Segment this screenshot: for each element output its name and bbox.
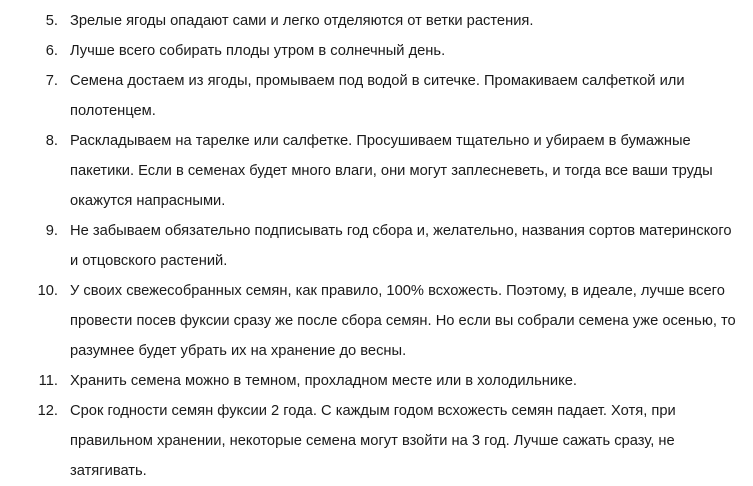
list-item-marker: 7. [45,73,58,89]
list-item-text: Зрелые ягоды опадают сами и легко отделяются от ветки растения. [70,13,534,29]
list-item-text: Семена достаем из ягоды, промываем под водой в ситечке. Промакиваем салфеткой или полотенцем. [70,73,685,119]
list-item [10,126,743,216]
list-item-text: Лучше всего собирать плоды утром в солнечный день. [70,43,446,59]
list-item [10,66,743,126]
list-item-text: Не забываем обязательно подписывать год сбора и, желательно, названия сортов материнского и отцовского растений. [70,223,732,269]
list-item [10,216,743,276]
list-item-text: Срок годности семян фуксии 2 года. С каждым годом всхожесть семян падает. Хотя, при правильном хранении, некоторые семена могут взойти на 3 год. Лучше сажать сразу, не затягивать. [70,403,676,479]
list-item-marker: 5. [45,13,58,29]
list-item-marker: 9. [45,223,58,239]
numbered-list [10,6,743,486]
list-item [10,396,743,486]
list-item [10,6,743,36]
list-item-marker: 11. [38,373,58,389]
list-item-marker: 10. [37,283,58,299]
list-item-text: У своих свежесобранных семян, как правило, 100% всхожесть. Поэтому, в идеале, лучше всего провести посев фуксии сразу же после сбора семян. Но если вы собрали семена уже осенью, то разумнее будет убрать их на хранение до весны. [70,283,736,359]
list-item-text: Раскладываем на тарелке или салфетке. Просушиваем тщательно и убираем в бумажные пакетики. Если в семенах будет много влаги, они могут заплесневеть, и тогда все ваши труды окажутся напрасными. [70,133,713,209]
list-item-marker: 12. [37,403,58,419]
list-item-text: Хранить семена можно в темном, прохладном месте или в холодильнике. [70,373,577,389]
list-item [10,36,743,66]
list-item [10,366,743,396]
list-item-marker: 6. [45,43,58,59]
list-item-marker: 8. [45,133,58,149]
list-item [10,276,743,366]
